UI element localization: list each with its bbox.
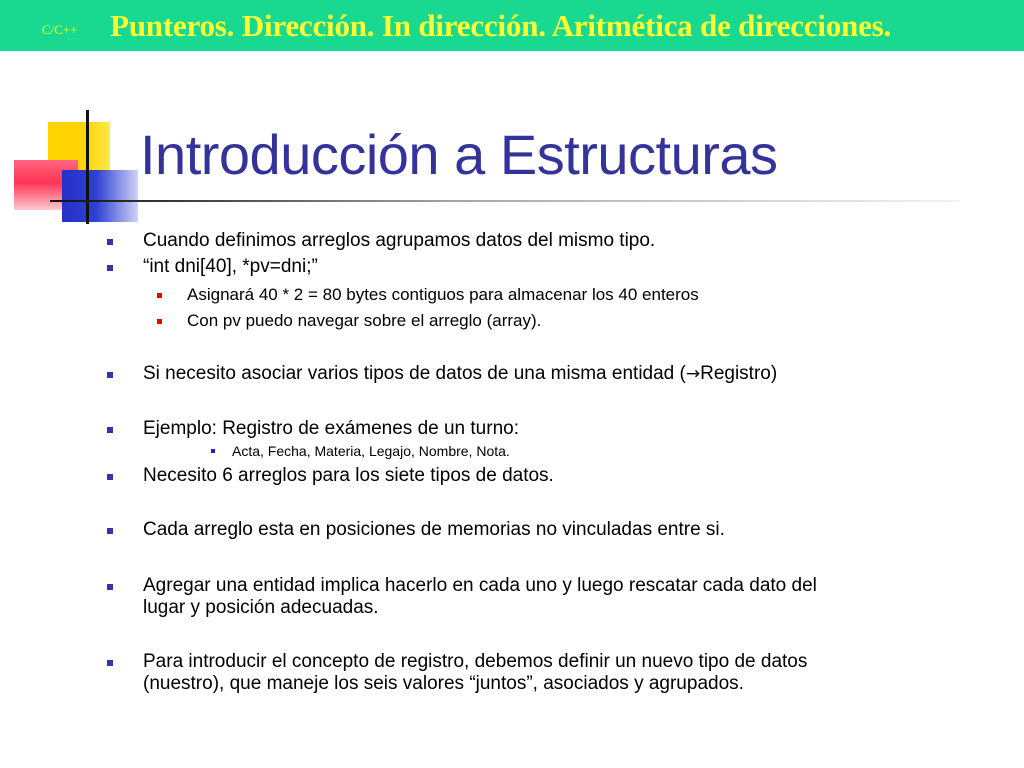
- bullet-marker: [107, 265, 113, 271]
- course-label: C/C++: [42, 22, 78, 37]
- sub-bullet-marker: [157, 293, 162, 298]
- bullet-item: [143, 465, 554, 487]
- bullet-marker: [107, 427, 113, 433]
- bullet-marker: [107, 474, 113, 480]
- sub-sub-bullet-marker: [211, 449, 215, 453]
- bullet-item: [143, 519, 725, 541]
- bullet-text: Ejemplo: Registro de exámenes de un turno:: [143, 418, 519, 439]
- sub-bullet-item: [187, 284, 699, 306]
- sub-bullet-text: Asignará 40 * 2 = 80 bytes contiguos para almacenar los 40 enteros: [187, 285, 699, 304]
- slide-title: Introducción a Estructuras: [140, 123, 778, 186]
- bullet-text: Cuando definimos arreglos agrupamos datos del mismo tipo.: [143, 230, 656, 251]
- bullet-item: [143, 363, 777, 385]
- bullet-text: Cada arreglo esta en posiciones de memorias no vinculadas entre si.: [143, 519, 725, 540]
- header-title: Punteros. Dirección. In dirección. Aritmética de direcciones.: [110, 8, 892, 43]
- bullet-text-prefix: Si necesito asociar varios tipos de datos de una misma entidad (: [143, 363, 686, 384]
- bullet-item: [143, 575, 817, 619]
- bullet-marker: [107, 584, 113, 590]
- bullet-marker: [107, 528, 113, 534]
- bullet-item: [143, 256, 318, 278]
- bullet-marker: [107, 239, 113, 245]
- bullet-text-line1: Agregar una entidad implica hacerlo en cada uno y luego rescatar cada dato del: [143, 575, 817, 596]
- sub-sub-bullet-item: [232, 442, 510, 460]
- bullet-item: [143, 651, 807, 695]
- bullet-text: “int dni[40], *pv=dni;”: [143, 256, 318, 277]
- bullet-text-line2: lugar y posición adecuadas.: [143, 597, 379, 618]
- bullet-text: Necesito 6 arreglos para los siete tipos de datos.: [143, 465, 554, 486]
- bullet-text-line2: (nuestro), que maneje los seis valores “juntos”, asociados y agrupados.: [143, 673, 744, 694]
- sub-bullet-marker: [157, 319, 162, 324]
- bullet-text-line1: Para introducir el concepto de registro, debemos definir un nuevo tipo de datos: [143, 651, 808, 672]
- bullet-marker: [107, 660, 113, 666]
- bullet-item: [143, 418, 519, 440]
- sub-bullet-text: Con pv puedo navegar sobre el arreglo (array).: [187, 311, 542, 330]
- bullet-item: [143, 230, 655, 252]
- sub-sub-bullet-text: Acta, Fecha, Materia, Legajo, Nombre, Nota.: [232, 443, 510, 459]
- bullet-marker: [107, 372, 113, 378]
- arrow-right-icon: →: [685, 364, 701, 384]
- sub-bullet-item: [187, 310, 541, 332]
- bullet-text-suffix: Registro): [700, 363, 778, 384]
